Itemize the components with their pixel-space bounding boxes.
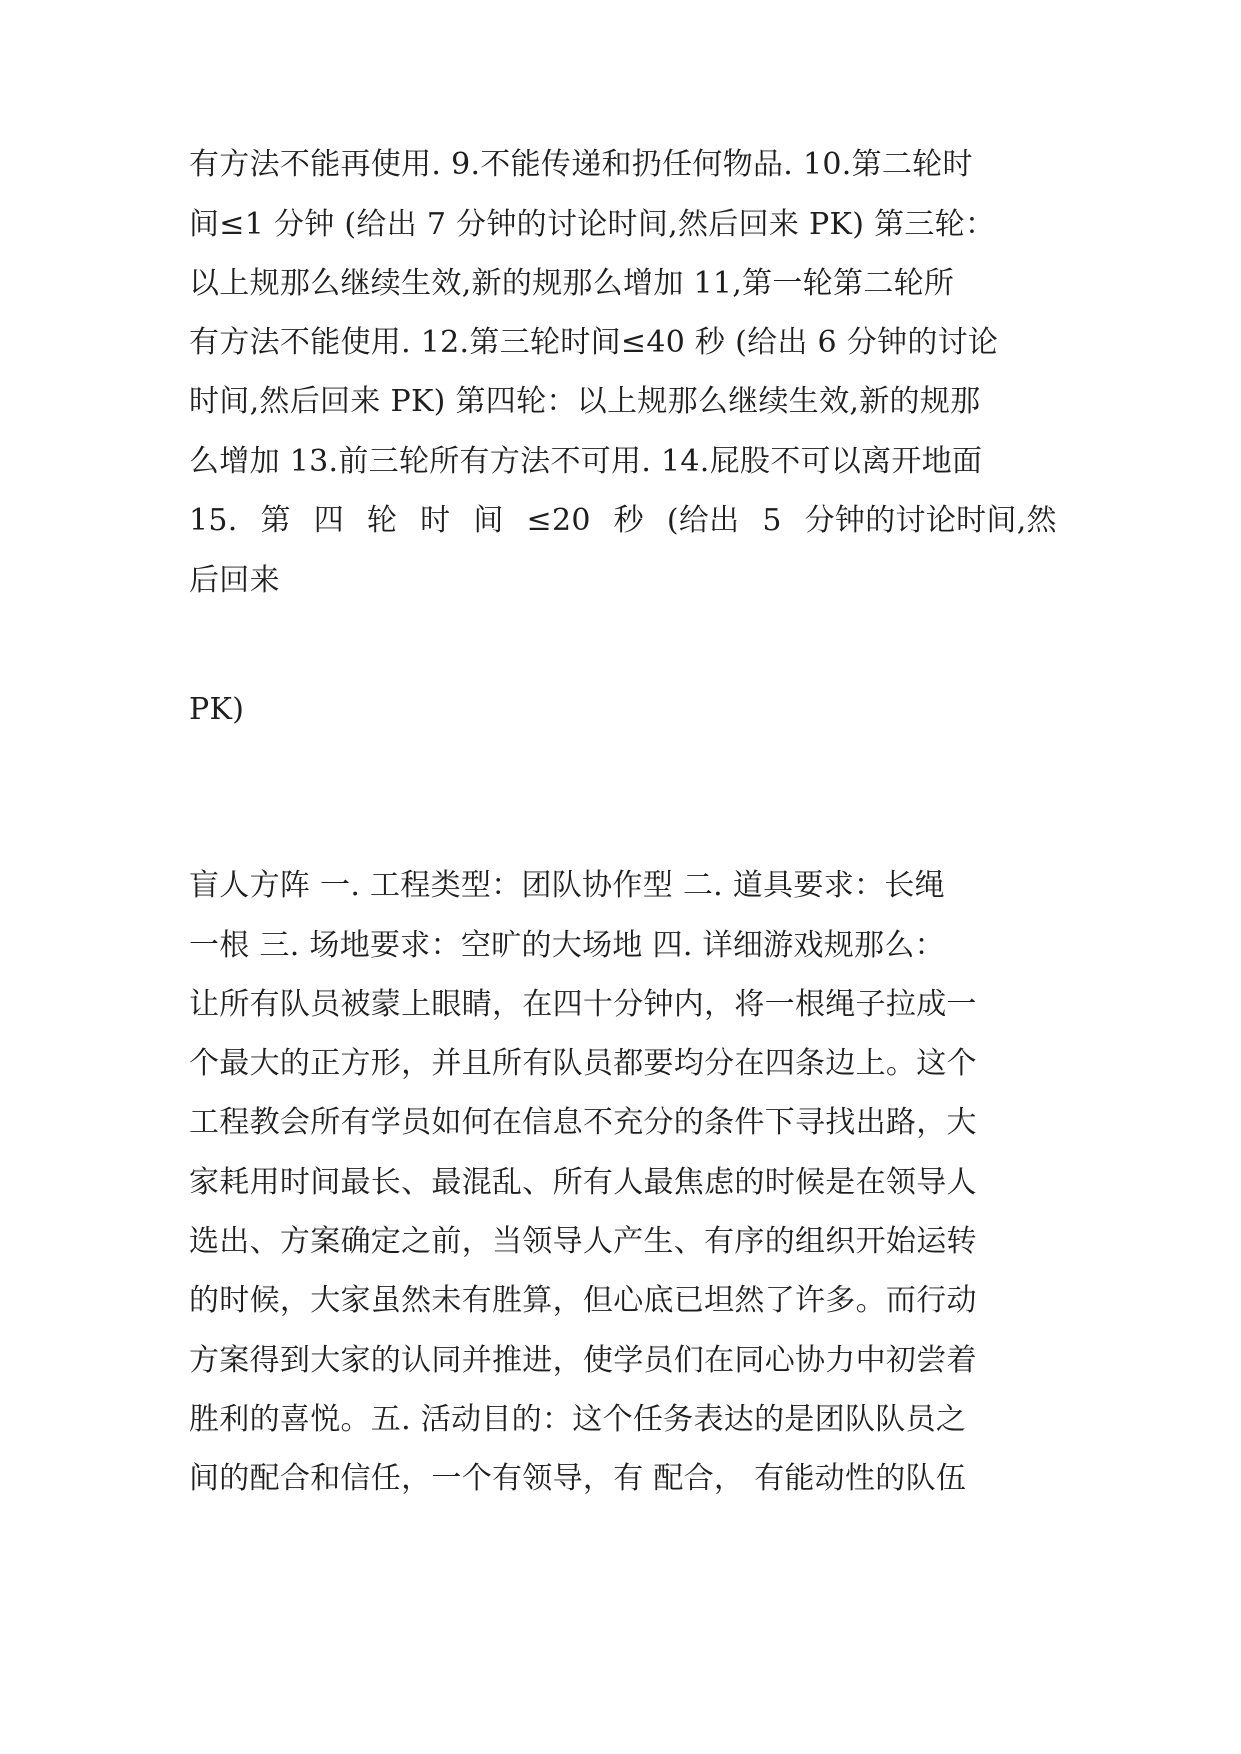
paragraph-line: 以上规那么继续生效,新的规那么增加 11,第一轮第二轮所	[189, 266, 955, 301]
word: 15.	[189, 503, 238, 538]
paragraph-line: 间的配合和信任，一个有领导，有 配合， 有能动性的队伍	[189, 1461, 967, 1496]
paragraph-line: 一根 三. 场地要求：空旷的大场地 四. 详细游戏规那么：	[189, 928, 945, 963]
word: 秒	[613, 503, 644, 538]
paragraph-line: 有方法不能使用. 12.第三轮时间≤40 秒 (给出 6 分钟的讨论	[189, 325, 999, 360]
paragraph-line: 盲人方阵 一. 工程类型：团队协作型 二. 道具要求：长绳	[189, 868, 945, 903]
word: (给出	[666, 503, 740, 538]
word: 间	[473, 503, 504, 538]
paragraph-line: 个最大的正方形，并且所有队员都要均分在四条边上。这个	[189, 1046, 977, 1081]
word: 5	[762, 503, 782, 538]
word: ≤20	[526, 503, 591, 538]
paragraph-line: 胜利的喜悦。五. 活动目的：这个任务表达的是团队队员之	[189, 1402, 967, 1437]
paragraph-line-justified	[189, 501, 1057, 541]
paragraph-line: 家耗用时间最长、最混乱、所有人最焦虑的时候是在领导人	[189, 1165, 977, 1200]
paragraph-line: 后回来	[189, 563, 280, 598]
paragraph-line: 选出、方案确定之前，当领导人产生、有序的组织开始运转	[189, 1224, 977, 1259]
word: 分钟的讨论时间,然	[804, 503, 1057, 538]
paragraph-line: 方案得到大家的认同并推进，使学员们在同心协力中初尝着	[189, 1343, 977, 1378]
paragraph-line: PK)	[189, 692, 245, 727]
paragraph-line: 时间,然后回来 PK) 第四轮：以上规那么继续生效,新的规那	[189, 384, 981, 419]
word: 第	[260, 503, 291, 538]
word: 四	[313, 503, 345, 538]
paragraph-line: 么增加 13.前三轮所有方法不可用. 14.屁股不可以离开地面	[189, 444, 983, 479]
paragraph-line: 有方法不能再使用. 9.不能传递和扔任何物品. 10.第二轮时	[189, 147, 973, 182]
paragraph-line: 的时候，大家虽然未有胜算，但心底已坦然了许多。而行动	[189, 1283, 977, 1318]
paragraph-line: 让所有队员被蒙上眼睛，在四十分钟内，将一根绳子拉成一	[189, 987, 977, 1022]
paragraph-line: 工程教会所有学员如何在信息不充分的条件下寻找出路，大	[189, 1105, 977, 1140]
word: 时	[420, 503, 451, 538]
word: 轮	[366, 503, 398, 538]
paragraph-line: 间≤1 分钟 (给出 7 分钟的讨论时间,然后回来 PK) 第三轮：	[189, 207, 996, 242]
